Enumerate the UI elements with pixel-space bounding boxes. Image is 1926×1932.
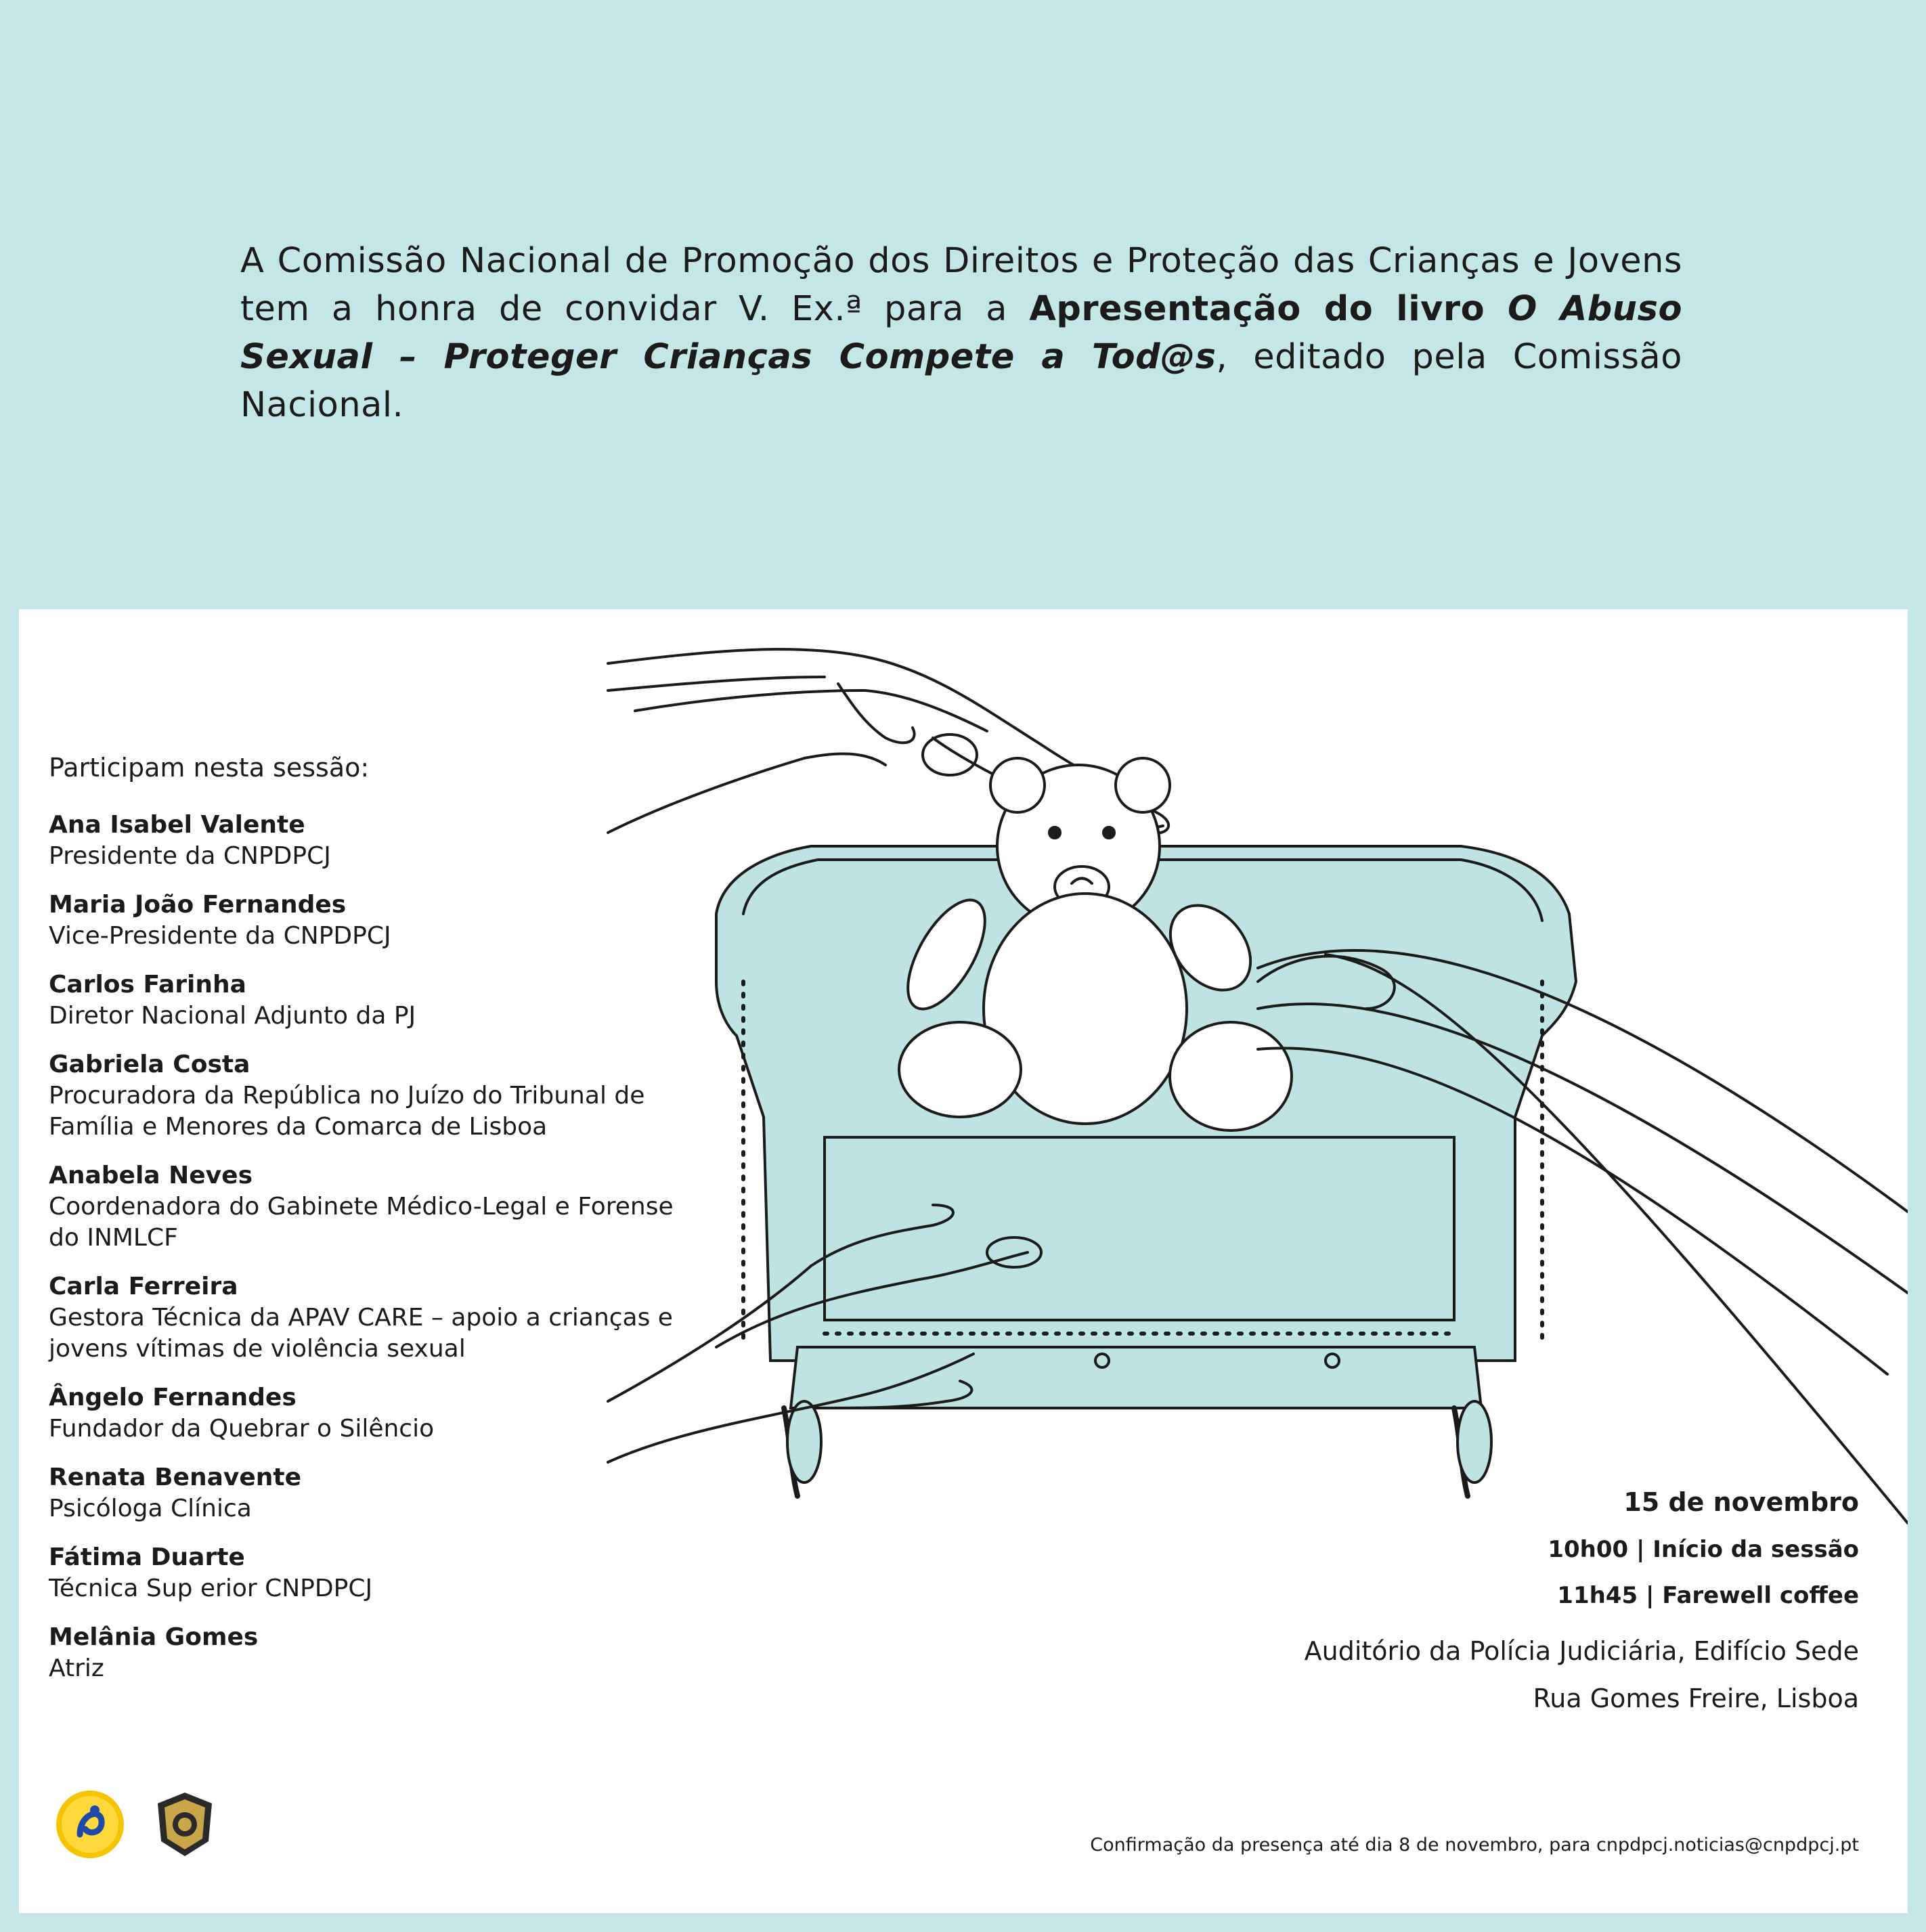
participants-list [49, 753, 692, 1702]
participant-name: Maria João Fernandes [49, 891, 347, 919]
participant-name: Anabela Neves [49, 1162, 253, 1189]
participant-role: Procuradora da República no Juízo do Tribunal de Família e Menores da Comarca de Lisboa [49, 1082, 645, 1141]
event-address: Rua Gomes Freire, Lisboa [1533, 1684, 1859, 1713]
participant [49, 1382, 692, 1445]
participant-name: Gabriela Costa [49, 1051, 250, 1078]
policia-judiciaria-badge [148, 1787, 222, 1862]
participant-name: Carlos Farinha [49, 971, 246, 998]
participant [49, 1542, 692, 1604]
participant-role: Gestora Técnica da APAV CARE – apoio a crianças e jovens vítimas de violência sexual [49, 1304, 673, 1363]
participant [49, 1271, 692, 1365]
participant-role: Técnica Sup erior CNPDPCJ [49, 1575, 373, 1602]
participant [49, 1160, 692, 1254]
participant [49, 1462, 692, 1524]
participant [49, 810, 692, 872]
participant-role: Presidente da CNPDPCJ [49, 842, 331, 870]
event-coffee-time: 11h45 | Farewell coffee [1557, 1582, 1859, 1609]
participant-role: Coordenadora do Gabinete Médico-Legal e Forense do INMLCF [49, 1193, 674, 1252]
participant-name: Fátima Duarte [49, 1543, 245, 1571]
event-venue: Auditório da Polícia Judiciária, Edifício Sede [1304, 1636, 1859, 1666]
invitation-text-after: , editado pela Comissão Nacional. [240, 337, 1682, 425]
event-date: 15 de novembro [1623, 1487, 1859, 1517]
teddy-bear-armchair-illustration [581, 630, 1908, 1550]
book-title: O Abuso Sexual – Proteger Crianças Compete a Tod@s [240, 289, 1682, 377]
event-details [1047, 1483, 1859, 1722]
participant-name: Ana Isabel Valente [49, 811, 305, 839]
participant [49, 1622, 692, 1684]
participant-role: Atriz [49, 1654, 104, 1682]
invitation-text [240, 237, 1682, 429]
participant-name: Carla Ferreira [49, 1273, 238, 1300]
participant [49, 890, 692, 952]
content-card [19, 609, 1908, 1913]
rsvp-note: Confirmação da presença até dia 8 de novembro, para cnpdpcj.noticias@cnpdpcj.pt [1090, 1835, 1859, 1856]
invitation-bold: Apresentação do livro [1029, 289, 1508, 329]
participants-heading: Participam nesta sessão: [49, 753, 370, 783]
invitation-text-before: A Comissão Nacional de Promoção dos Direitos e Proteção das Crianças e Jovens tem a honra de convidar V. Ex.ª para a [240, 241, 1682, 329]
participant-role: Diretor Nacional Adjunto da PJ [49, 1002, 416, 1030]
participant-role: Vice-Presidente da CNPDPCJ [49, 922, 391, 950]
event-start-time: 10h00 | Início da sessão [1548, 1536, 1859, 1563]
participant-name: Melânia Gomes [49, 1623, 259, 1651]
cnpdpcj-logo [53, 1787, 127, 1862]
logos [53, 1787, 222, 1862]
participant-role: Psicóloga Clínica [49, 1495, 252, 1522]
participant [49, 969, 692, 1032]
participant-name: Renata Benavente [49, 1464, 302, 1491]
participant-name: Ângelo Fernandes [49, 1384, 297, 1411]
participant [49, 1049, 692, 1143]
participant-role: Fundador da Quebrar o Silêncio [49, 1415, 435, 1443]
